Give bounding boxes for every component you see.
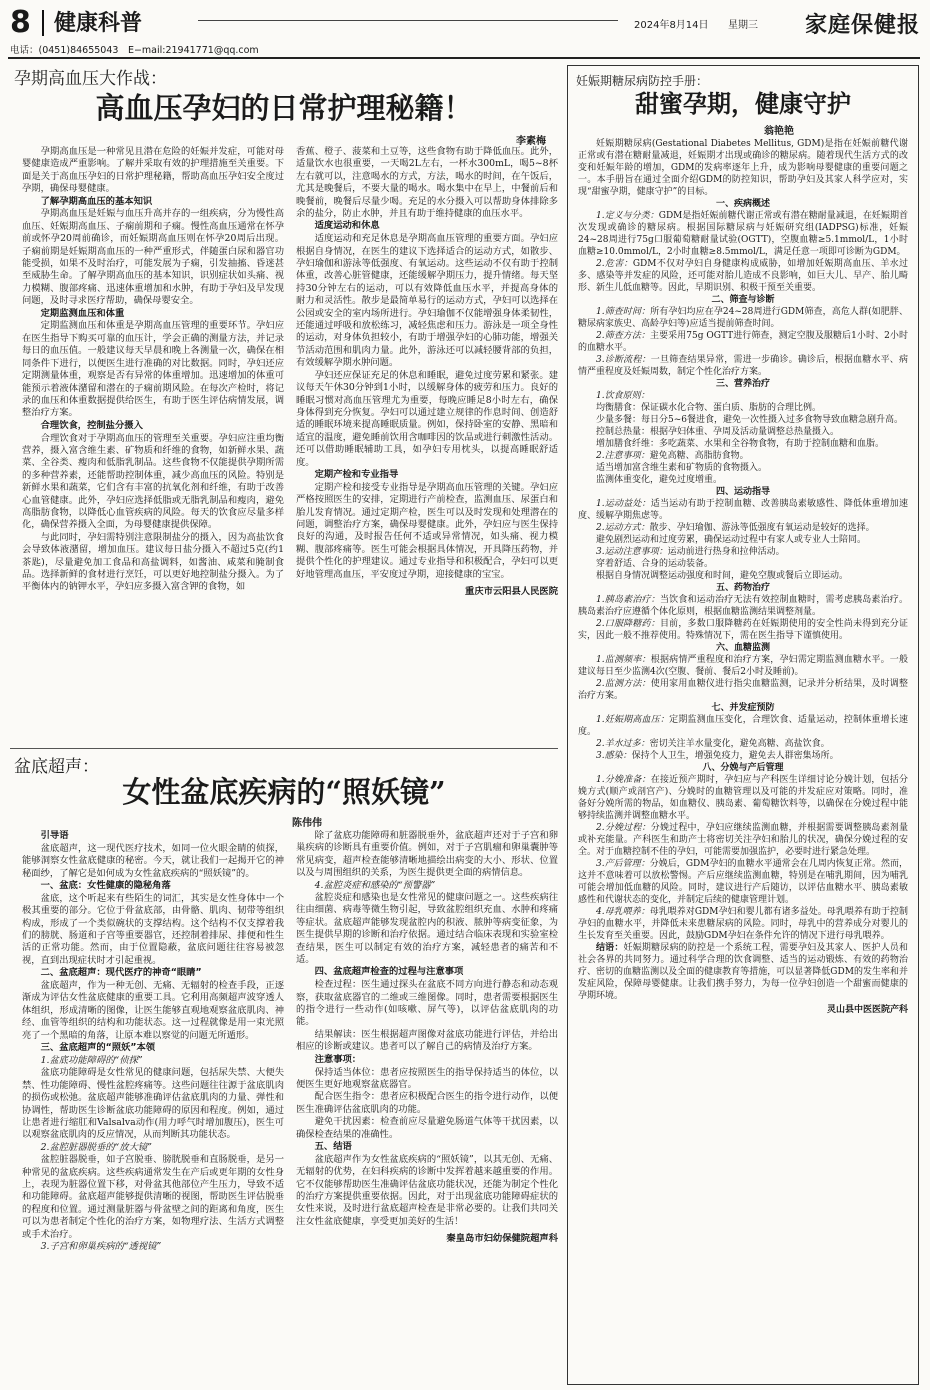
issue-date: 2024年8月14日	[634, 20, 709, 31]
paragraph	[578, 594, 908, 618]
masthead-divider	[42, 10, 44, 36]
paragraph: 与此同时，孕妇需特别注意限制盐分的摄入，因为高盐饮食会导致体液潴留，增加血压。建议每日盐分摄入不超过5克(约1茶匙)，尽量避免加工食品和高盐调料，如酱油、咸菜和腌制食品。选择新鲜的食材进行烹饪，可以更好地控制盐分摄入。为了平衡体内的钠钾水平，孕妇应多摄入富含钾的食物，如	[22, 531, 284, 593]
paragraph-text: 目前，多数口服降糖药在妊娠期使用的安全性尚未得到充分证实，因此一般不推荐使用。特殊情况下，需在医生指导下谨慎使用。	[578, 619, 908, 641]
paragraph-text: 所有孕妇均应在孕24~28周进行GDM筛查，高危人群(如肥胖、糖尿病家族史、高龄孕妇等)应适当提前筛查时间。	[578, 307, 908, 329]
subsection-heading: 4.盆腔炎症和感染的“预警器”	[314, 879, 436, 891]
paragraph-text: 一旦筛查结果异常，需进一步确诊。确诊后，根据血糖水平、病情严重程度及妊娠周数，制定个性化治疗方案。	[578, 355, 908, 377]
article-separator	[10, 748, 558, 749]
paragraph: 穿着舒适、合身的运动装备。	[596, 559, 714, 569]
paragraph	[578, 498, 908, 522]
paragraph	[578, 210, 908, 258]
section-heading: 注意事项：	[314, 1053, 362, 1065]
section-heading: 定期产检和专业指导	[314, 468, 399, 480]
section-heading: 四、运动指导	[715, 487, 770, 497]
paragraph: 结果解读：医生根据超声图像对盆底功能进行评估，并给出相应的诊断或建议。患者可以了解自己的病情及治疗方案。	[296, 1028, 558, 1053]
contact-line: 电话：(0451)84655043 E−mail:21941771@qq.com	[10, 45, 259, 56]
paragraph-lead: 1.筛查时间：	[596, 307, 651, 317]
paragraph-lead: 2.羊水过多：	[596, 739, 650, 749]
paragraph	[578, 738, 908, 750]
paragraph-text: 分娩过程中，孕妇应继续监测血糖，并根据需要调整胰岛素剂量或补充能量。产科医生和助产士将密切关注孕妇和胎儿的状况，确保分娩过程的安全。对于血糖控制不佳的孕妇，可能需要加强监护，必要时进行紧急处理。	[578, 823, 908, 857]
top-rule	[8, 57, 920, 59]
paragraph: 盆底功能障碍是女性常见的健康问题，包括尿失禁、大便失禁、性功能障碍、慢性盆腔疼痛等。这些问题往往源于盆底肌肉的损伤或松弛。盆底超声能够准确评估盆底肌肉的力量、弹性和协调性，帮助医生诊断盆底功能障碍的原因和程度。例如，通过让患者进行缩肛和Valsalva动作(用力呼气时增加腹压)，医生可以观察盆底肌肉的反应情况，从而判断其功能状态。	[22, 1067, 284, 1141]
paragraph	[578, 522, 908, 534]
paragraph-text: 避免高糖、高脂肪食物。	[649, 451, 749, 461]
paragraph: 控制总热量：根据孕妇体重、孕周及活动量调整总热量摄入。	[596, 427, 840, 437]
paragraph-text: 分娩后，GDM孕妇的血糖水平通常会在几周内恢复正常。然而，这并不意味着可以放松警惕。产后应继续监测血糖，特别是在哺乳期间，因为哺乳可能会增加低血糖的风险。同时，建议进行产后随访，以评估血糖水平、胰岛素敏感性和代谢状态的变化，并制定后续的健康管理计划。	[578, 859, 908, 905]
section-heading: 引导语	[40, 830, 69, 841]
paragraph-text: 保持个人卫生，增强免疫力，避免去人群密集场所。	[631, 751, 839, 761]
paragraph-lead: 2.运动方式：	[596, 523, 650, 533]
paragraph-lead: 1.分娩准备：	[596, 775, 651, 785]
article-source: 秦皇岛市妇幼保健院超声科	[446, 1233, 558, 1245]
page-number: 8	[10, 5, 31, 40]
paragraph	[578, 258, 908, 294]
article-source: 重庆市云阳县人民医院	[465, 586, 558, 597]
paragraph	[578, 354, 908, 378]
paragraph: 香蕉、橙子、菠菜和土豆等，这些食物有助于降低血压。此外，适量饮水也很重要，一天喝2L左右，一杯水300mL，喝5~8杯左右就可以，注意喝水的方式，方法，喝水的时间，在午饭后，尤其是晚餐后，不要大量的喝水。喝水集中在早上，中餐前后和晚餐前，晚餐后尽量少喝。充足的水分摄入可以帮助身体排除多余的盐分，防止水肿，并且有助于维持健康的血压水平。	[296, 146, 558, 220]
paragraph: 保持适当体位：患者应按照医生的指导保持适当的体位，以便医生更好地观察盆底器官。	[296, 1066, 558, 1090]
paragraph	[578, 858, 908, 906]
paragraph-lead: 1.定义与分类：	[596, 211, 659, 221]
article-kicker: 盆底超声：	[14, 757, 99, 777]
subsection-heading: 1.盆底功能障碍的“侦探”	[40, 1054, 143, 1066]
section-heading: 六、血糖监测	[715, 643, 770, 653]
article-title: 甜蜜孕期，健康守护	[635, 89, 851, 118]
subsection-heading: 3.子宫和卵巢疾病的“透视镜”	[40, 1240, 162, 1252]
article-kicker: 孕期高血压大作战：	[14, 69, 167, 89]
section-heading: 二、筛查与诊断	[711, 295, 775, 305]
paragraph-text: 在接近预产期时，孕妇应与产科医生详细讨论分娩计划，包括分娩方式(顺产或剖宫产)、分娩时的血糖管理以及可能的并发症应对策略。同时，准备好分娩所需的物品，如血糖仪、胰岛素、葡萄糖饮料等，以确保在分娩过程中能够持续监测并调整血糖水平。	[578, 775, 908, 821]
section-heading: 三、营养治疗	[715, 379, 770, 389]
paragraph-lead: 1.妊娠期高血压：	[596, 715, 670, 725]
paragraph-lead: 2.监测方法：	[596, 679, 651, 689]
section-heading: 合理饮食，控制盐分摄入	[40, 419, 143, 431]
paragraph-text: 散步、孕妇瑜伽、游泳等低强度有氧运动是较好的选择。	[649, 523, 875, 533]
paragraph	[578, 822, 908, 858]
paragraph: 盆腔炎症和感染也是女性常见的健康问题之一。这些疾病往往由细菌、病毒等微生物引起，导致盆腔组织充血、水肿和疼痛等症状。盆底超声能够发现盆腔内的积液、脓肿等病变征象，为医生提供早期的诊断和治疗依据。通过结合临床表现和实验室检查结果，医生可以制定有效的治疗方案，减轻患者的痛苦和不适。	[296, 892, 558, 966]
paragraph: 少量多餐：每日分5~6餐进食，避免一次性摄入过多食物导致血糖急剧升高。	[596, 415, 903, 425]
article-column	[578, 138, 908, 1382]
article-author: 陈伟伟	[292, 818, 322, 829]
article-source: 灵山县中医医院产科	[826, 1005, 908, 1015]
paragraph: 增加膳食纤维：多吃蔬菜、水果和全谷物食物，有助于控制血糖和血脂。	[596, 439, 885, 449]
paragraph: 定期产检和接受专业指导是孕期高血压管理的关键。孕妇应严格按照医生的安排，定期进行产前检查，监测血压、尿蛋白和胎儿发育情况。通过定期产检，医生可以及时发现和处理潜在的问题，调整治疗方案，确保母婴健康。此外，孕妇应与医生保持良好的沟通，及时报告任何不适或异常情况，如头痛、视力模糊、腹部疼痛等。医生可能会根据具体情况，开具降压药物，并提供个性化的护理建议。通过专业指导和积极配合，孕妇可以更好地管理高血压，平安度过孕期，迎接健康的宝宝。	[296, 481, 558, 580]
article-author: 翁艳艳	[764, 126, 794, 137]
paragraph: 配合医生指令：患者应积极配合医生的指令进行动作，以便医生准确评估盆底肌肉的功能。	[296, 1091, 558, 1115]
paragraph-text: 密切关注羊水量变化，避免高糖、高盐饮食。	[649, 739, 830, 749]
paragraph-text: 运动前进行热身和拉伸活动。	[667, 547, 785, 557]
paragraph-text: GDM是指妊娠前糖代谢正常或有潜在糖耐量减退，在妊娠期首次发现或确诊的糖尿病。根据国际糖尿病与妊娠研究组(IADPSG)标准，妊娠24~28周进行75g口服葡萄糖耐量试验(OGTT)，空腹血糖≥5.1mmol/L，1小时血糖≥10.0mmol/L，2小时血糖≥8.5mmol/L，满足任意一项即可诊断为GDM。	[578, 211, 908, 257]
paragraph: 适当增加富含维生素和矿物质的食物摄入。	[596, 463, 768, 473]
paragraph: 除了盆底功能障碍和脏器脱垂外，盆底超声还对于子宫和卵巢疾病的诊断具有重要价值。例如，对于子宫肌瘤和卵巢囊肿等常见病变，超声检查能够清晰地描绘出病变的大小、形状、位置以及与周围组织的关系，为医生提供更全面的病情信息。	[296, 830, 558, 879]
article-column-1	[22, 830, 284, 1382]
paragraph: 适度运动和充足休息是孕期高血压管理的重要方面。孕妇应根据自身情况，在医生的建议下选择适合的运动方式，如散步、孕妇瑜伽和游泳等低强度、有氧运动。这些运动不仅有助于控制体重，改善心脏管健康，还能缓解孕期压力，提升情绪。每天坚持30分钟左右的运动，可以有效降低血压水平，并提高身体的耐力和灵活性。散步是最简单易行的运动方式，孕妇可以选择在公园或安全的室内场所进行。孕妇瑜伽不仅能增强身体柔韧性，还能通过呼吸和放松练习，减轻焦虑和压力。游泳是一项全身性的运动，对身体负担较小，有助于增强孕妇的心肺功能，增强关节活动范围和肌肉力量。此外，游泳还可以减轻腰背部的负担，有效缓解孕期水肿问题。	[296, 233, 558, 369]
paragraph-lead: 3.运动注意事项：	[596, 547, 668, 557]
paragraph	[578, 546, 908, 558]
section-heading: 定期监测血压和体重	[40, 307, 125, 319]
section-name: 健康科普	[54, 10, 143, 36]
paragraph-lead: 2.注意事项：	[596, 451, 650, 461]
paragraph-lead: 2.危害：	[596, 259, 633, 269]
paragraph	[578, 678, 908, 702]
section-heading: 四、盆底超声检查的过程与注意事项	[314, 966, 464, 978]
article-column-2	[296, 830, 558, 1382]
article-gestational-diabetes	[567, 65, 919, 1385]
paragraph: 监测体重变化，避免过度增重。	[596, 475, 723, 485]
paragraph: 孕妇还应保证充足的休息和睡眠，避免过度劳累和紧张。建议每天午休30分钟到1小时，以缓解身体的疲劳和压力。良好的睡眠习惯对高血压管理尤为重要，每晚应睡足8小时左右，确保身体得到充分恢复。孕妇可以通过建立规律的作息时间、创造舒适的睡眠环境来提高睡眠质量。例如，保持卧室的安静、黑暗和适宜的温度，避免睡前饮用含咖啡因的饮品或进行刺激性活动。还可以借助睡眠辅助工具，如孕妇专用枕头，以提高睡眠舒适度。	[296, 369, 558, 468]
paragraph-lead: 1.胰岛素治疗：	[596, 595, 660, 605]
newspaper-name: 家庭保健报	[804, 12, 920, 38]
section-heading: 八、分娩与产后管理	[702, 763, 784, 773]
masthead-rule	[198, 20, 618, 21]
article-title: 高血压孕妇的日常护理秘籍！	[95, 91, 473, 125]
paragraph	[578, 450, 908, 462]
paragraph	[578, 306, 908, 330]
paragraph	[578, 618, 908, 642]
paragraph-lead: 3.诊断流程：	[596, 355, 651, 365]
paragraph	[578, 906, 908, 942]
paragraph: 盆底超声，作为一种无创、无痛、无辐射的检查手段，正逐渐成为评估女性盆底健康的重要工具。它利用高频超声波穿透人体组织，形成清晰的图像，让医生能够直观地观察盆底肌肉、神经、血管等组织的结构和功能状态。这一过程就像是用一束光照亮了一个黑暗的角落，让原本难以察觉的问题无所遁形。	[22, 980, 284, 1041]
section-heading: 适度运动和休息	[314, 220, 380, 232]
paragraph	[578, 654, 908, 678]
paragraph-lead: 1.运动益处：	[596, 499, 651, 509]
paragraph-lead: 1.监测频率：	[596, 655, 651, 665]
paragraph-lead: 3.感染：	[596, 751, 632, 761]
paragraph-text: 母乳喂养对GDM孕妇和婴儿都有诸多益处。母乳喂养有助于控制孕妇的血糖水平，并降低未来患糖尿病的风险。同时，母乳中的营养成分对婴儿的生长发育至关重要。因此，鼓励GDM孕妇在条件允许的情况下进行母乳喂养。	[578, 907, 908, 941]
article-column-1	[22, 146, 284, 744]
section-heading: 五、结语	[314, 1140, 352, 1152]
paragraph-lead: 2.口服降糖药：	[596, 619, 660, 629]
paragraph-text: 当饮食和运动治疗无法有效控制血糖时，需考虑胰岛素治疗。胰岛素治疗应遵循个体化原则，根据血糖监测结果调整剂量。	[578, 595, 908, 617]
paragraph-text: 主要采用75g OGTT进行筛查，测定空腹及服糖后1小时、2小时的血糖水平。	[578, 331, 908, 353]
paragraph-text: 妊娠期糖尿病的防控是一个系统工程，需要孕妇及其家人、医护人员和社会各界的共同努力。通过科学合理的饮食调整、适当的运动锻炼、有效的药物治疗、密切的血糖监测以及全面的健康教育等措施，可以显著降低GDM的发生率和并发症风险，保障母婴健康。让我们携手努力，为每一位孕妇创造一个甜蜜而健康的孕期环境。	[578, 943, 908, 1001]
section-heading: 三、盆底超声的“照妖”本领	[40, 1042, 156, 1054]
paragraph-text: 使用家用血糖仪进行指尖血糖监测，记录并分析结果，及时调整治疗方案。	[578, 679, 908, 701]
paragraph-lead: 4.母乳喂养：	[596, 907, 650, 917]
article-kicker: 妊娠期糖尿病防控手册：	[576, 74, 709, 88]
paragraph-lead: 2.分娩过程：	[596, 823, 651, 833]
issue-weekday: 星期三	[728, 20, 758, 31]
subsection-heading: 2.盆腔脏器脱垂的“放大镜”	[40, 1141, 152, 1153]
paragraph: 避免剧烈运动和过度劳累，确保运动过程中有家人或专业人士陪同。	[596, 535, 867, 545]
paragraph-text: GDM不仅对孕妇自身健康构成威胁，如增加妊娠期高血压、羊水过多、感染等并发症的风险，还可能对胎儿造成不良影响，如巨大儿、早产、胎儿畸形、新生儿低血糖等。因此，早期识别、积极干预至关重要。	[578, 259, 908, 293]
paragraph: 孕期高血压是一种常见且潜在危险的妊娠并发症，可能对母婴健康造成严重影响。了解并采取有效的护理措施至关重要。下面是关于高血压孕妇的日常护理秘籍，帮助高血压孕妇安全度过孕期，确保母婴健康。	[22, 146, 284, 195]
paragraph: 合理饮食对于孕期高血压的管理至关重要。孕妇应注重均衡营养，摄入富含维生素、矿物质和纤维的食物，如新鲜水果、蔬菜、全谷类、瘦肉和低脂乳制品。这些食物不仅能提供孕期所需的多种营养素，还能帮助控制体重，减少高血压的风险。特别是新鲜水果和蔬菜，它们含有丰富的抗氧化剂和纤维，有助于改善心血管健康。此外，孕妇应选择低脂或无脂乳制品和瘦肉，避免高脂肪食物，以降低心血管疾病的风险。每天的饮食应尽量多样化，确保营养摄入全面，为母婴健康提供保障。	[22, 432, 284, 531]
paragraph	[578, 330, 908, 354]
paragraph	[578, 774, 908, 822]
paragraph: 根据自身情况调整运动强度和时间，避免空腹或餐后立即运动。	[596, 571, 849, 581]
paragraph: 盆底超声作为女性盆底疾病的“照妖镜”，以其无创、无痛、无辐射的优势，在妇科疾病的诊断中发挥着越来越重要的作用。它不仅能够帮助医生准确评估盆底功能状况，还能为制定个性化的治疗方案提供重要依据。因此，对于出现盆底功能障碍症状的女性来说，及时进行盆底超声检查是非常必要的。让我们共同关注女性盆底健康，享受更加美好的生活！	[296, 1153, 558, 1227]
article-hypertension	[10, 64, 558, 744]
section-heading: 了解孕期高血压的基本知识	[40, 195, 153, 207]
paragraph: 盆腔脏器脱垂，如子宫脱垂、膀胱脱垂和直肠脱垂，是另一种常见的盆底疾病。这些疾病通常发生在产后或更年期的女性身上，表现为脏器位置下移，对骨盆其他部位产生压力，导致不适和功能障碍。盆底超声能够提供清晰的视图，帮助医生评估脱垂的程度和位置。通过测量脏器与骨盆壁之间的距离和角度，医生可以为患者制定个性化的治疗方案，如物理疗法、生活方式调整或手术治疗。	[22, 1154, 284, 1240]
paragraph-text: 定期监测血压变化，合理饮食、适量运动，控制体重增长速度。	[578, 715, 908, 737]
paragraph	[578, 714, 908, 738]
paragraph: 避免干扰因素：检查前应尽量避免肠道气体等干扰因素，以确保检查结果的准确性。	[296, 1116, 558, 1140]
paragraph: 均衡膳食：保证碳水化合物、蛋白质、脂肪的合理比例。	[596, 403, 822, 413]
paragraph-text: 根据病情严重程度和治疗方案，孕妇需定期监测血糖水平。一般建议每日至少监测4次(空腹、餐前、餐后2小时及睡前)。	[578, 655, 908, 677]
paragraph: 妊娠期糖尿病(Gestational Diabetes Mellitus, GDM)是指在妊娠前糖代谢正常或有潜在糖耐量减退，妊娠期才出现或确诊的糖尿病。随着现代生活方式的改变和妊娠年龄的增加，GDM的发病率逐年上升，成为影响母婴健康的重要问题之一。本手册旨在通过全面介绍GDM的防控知识，帮助孕妇及其家人科学应对，实现“甜蜜孕期，健康守护”的目标。	[578, 139, 908, 197]
paragraph: 盆底，这个听起来有些陌生的词汇，其实是女性身体中一个极其重要的部分。它位于骨盆底部，由骨骼、肌肉、韧带等组织构成，形成了一个类似碗状的支撑结构。这个结构不仅支撑着我们的膀胱、肠道和子宫等重要器官，还控制着排尿、排便和性生活的正常功能。然而，由于位置隐蔽，盆底问题往往容易被忽视，直到出现症状时才引起重视。	[22, 892, 284, 966]
paragraph-lead: 1.饮食原则：	[596, 391, 650, 401]
masthead	[8, 6, 920, 40]
paragraph-lead: 结语：	[596, 943, 624, 953]
section-heading: 一、疾病概述	[715, 199, 770, 209]
article-title: 女性盆底疾病的“照妖镜”	[122, 775, 446, 809]
paragraph: 检查过程：医生通过探头在盆底不同方向进行静态和动态观察，获取盆底器官的二维或三维图像。同时，患者需要根据医生的指令进行一些动作(如咳嗽、屏气等)，以评估盆底肌肉的功能。	[296, 979, 558, 1028]
paragraph	[578, 390, 908, 402]
paragraph: 盆底超声，这一现代医疗技术，如同一位火眼金睛的侦探，能够洞察女性盆底健康的秘密。今天，就让我们一起揭开它的神秘面纱，了解它是如何成为女性盆底疾病的“照妖镜”的。	[22, 842, 284, 879]
paragraph	[578, 942, 908, 1002]
paragraph-lead: 3.产后管理：	[596, 859, 650, 869]
paragraph-text: 适当运动有助于控制血糖、改善胰岛素敏感性、降低体重增加速度、缓解孕期焦虑等。	[578, 499, 908, 521]
section-heading: 二、盆底超声：现代医疗的神奇“眼睛”	[40, 967, 202, 979]
section-heading: 七、并发症预防	[711, 703, 775, 713]
article-author: 李素梅	[516, 136, 546, 147]
section-heading: 一、盆底：女性健康的隐秘角落	[40, 880, 171, 892]
paragraph	[578, 750, 908, 762]
article-column-2	[296, 146, 558, 744]
paragraph-lead: 2.筛查方法：	[596, 331, 650, 341]
paragraph: 定期监测血压和体重是孕期高血压管理的重要环节。孕妇应在医生指导下购买可靠的血压计，学会正确的测量方法，并记录每日的血压值。一般建议每天早晨和晚上各测量一次，确保在相同条件下进行，以便医生进行准确的对比数据。同时，孕妇还应定期测量体重，观察是否有异常的体重增加。迅速增加的体重可能预示着液体潴留和潜在的子痫前期风险。在每次产检时，将记录的血压和体重数据提供给医生，有助于医生评估病情发展，调整治疗方案。	[22, 320, 284, 419]
section-heading: 五、药物治疗	[715, 583, 770, 593]
article-pelvic-ultrasound	[10, 752, 558, 1384]
paragraph: 孕期高血压是妊娠与血压升高并存的一组疾病，分为慢性高血压、妊娠期高血压、子痫前期和子痫。慢性高血压通常在怀孕前或怀孕20周前确诊，而妊娠期高血压则在怀孕20周后出现。子痫前期是妊娠期高血压的一种严重形式，伴随蛋白尿和器官功能受损，如果不及时治疗，可能发展为子痫，引发抽搐、昏迷甚至威胁生命。了解孕期高血压的基本知识，识别症状如头痛、视力模糊、腹部疼痛、迅速体重增加和水肿，有助于孕妇及早发现问题，及时寻求医疗帮助，确保母婴安全。	[22, 208, 284, 307]
